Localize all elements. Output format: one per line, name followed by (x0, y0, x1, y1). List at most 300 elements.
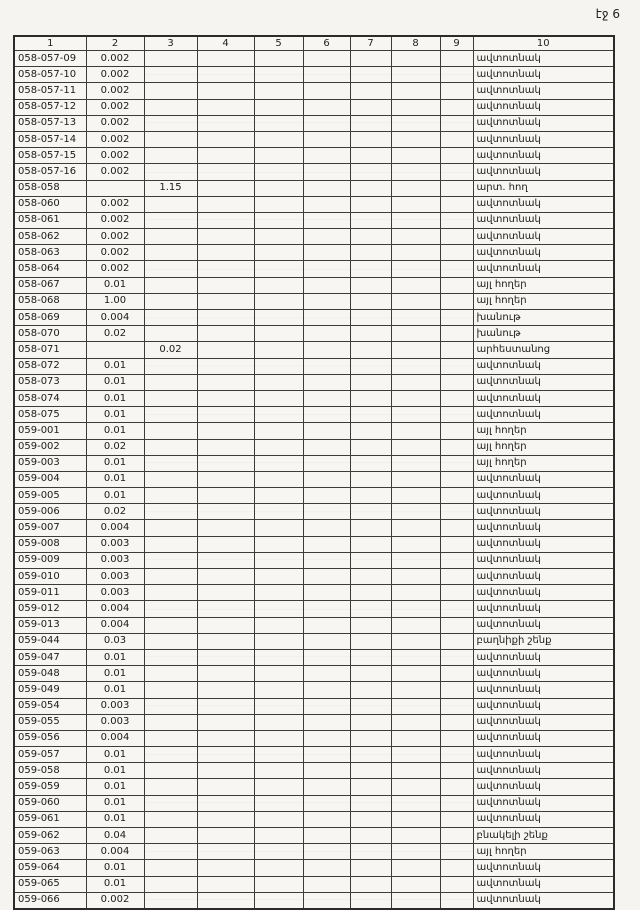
value-cell (144, 795, 197, 811)
parcel-code-cell: 058-057-11 (14, 83, 86, 99)
value-cell (303, 471, 350, 487)
value-cell (440, 261, 473, 277)
value-cell (303, 892, 350, 909)
page-number-label: էջ 6 (595, 7, 620, 21)
value-cell (254, 164, 303, 180)
value-cell (197, 617, 254, 633)
value-cell (350, 67, 391, 83)
land-use-cell: ավտոտնակ (473, 795, 614, 811)
parcel-code-cell: 059-066 (14, 892, 86, 909)
value-cell (197, 844, 254, 860)
value-cell (197, 698, 254, 714)
value-cell (144, 844, 197, 860)
value-cell (391, 180, 440, 196)
column-header: 7 (350, 36, 391, 51)
parcel-code-cell: 059-060 (14, 795, 86, 811)
value-cell (440, 374, 473, 390)
value-cell (303, 326, 350, 342)
value-cell (254, 83, 303, 99)
table-row (14, 585, 614, 601)
value-cell (350, 504, 391, 520)
value-cell (440, 180, 473, 196)
value-cell (144, 293, 197, 309)
value-cell (303, 552, 350, 568)
table-row (14, 844, 614, 860)
value-cell (254, 811, 303, 827)
value-cell (303, 876, 350, 892)
value-cell (391, 326, 440, 342)
land-use-cell: ավտոտնակ (473, 115, 614, 131)
land-use-cell: ավտոտնակ (473, 730, 614, 746)
value-cell (197, 439, 254, 455)
value-cell: 0.01 (86, 407, 144, 423)
value-cell (254, 682, 303, 698)
land-use-cell: ավտոտնակ (473, 601, 614, 617)
parcel-code-cell: 058-057-15 (14, 148, 86, 164)
parcel-code-cell: 058-062 (14, 229, 86, 245)
land-use-cell: ավտոտնակ (473, 471, 614, 487)
table-row (14, 649, 614, 665)
column-header: 8 (391, 36, 440, 51)
table-body (14, 51, 614, 909)
value-cell (254, 374, 303, 390)
value-cell (254, 277, 303, 293)
value-cell (350, 293, 391, 309)
value-cell (303, 844, 350, 860)
parcel-code-cell: 059-062 (14, 828, 86, 844)
table-row (14, 892, 614, 909)
value-cell (440, 390, 473, 406)
land-use-cell: ավտոտնակ (473, 358, 614, 374)
value-cell (440, 358, 473, 374)
value-cell (440, 617, 473, 633)
value-cell (254, 229, 303, 245)
table-row (14, 390, 614, 406)
value-cell (440, 666, 473, 682)
value-cell (303, 649, 350, 665)
table-header-row (14, 36, 614, 51)
value-cell (144, 860, 197, 876)
value-cell (440, 504, 473, 520)
value-cell (303, 51, 350, 67)
land-use-cell: ավտոտնակ (473, 617, 614, 633)
value-cell (440, 828, 473, 844)
value-cell (303, 439, 350, 455)
column-header: 4 (197, 36, 254, 51)
value-cell (144, 455, 197, 471)
parcel-code-cell: 059-003 (14, 455, 86, 471)
value-cell (144, 212, 197, 228)
value-cell (254, 293, 303, 309)
value-cell: 0.002 (86, 261, 144, 277)
table-row (14, 488, 614, 504)
value-cell: 0.004 (86, 310, 144, 326)
land-use-cell: ավտոտնակ (473, 51, 614, 67)
value-cell (391, 714, 440, 730)
value-cell (440, 342, 473, 358)
value-cell (197, 601, 254, 617)
value-cell (144, 261, 197, 277)
value-cell (440, 698, 473, 714)
value-cell (440, 569, 473, 585)
value-cell: 0.003 (86, 714, 144, 730)
value-cell (254, 423, 303, 439)
parcel-code-cell: 059-064 (14, 860, 86, 876)
value-cell (391, 682, 440, 698)
parcel-code-cell: 059-013 (14, 617, 86, 633)
value-cell: 0.002 (86, 148, 144, 164)
value-cell (197, 892, 254, 909)
value-cell (391, 811, 440, 827)
value-cell: 0.003 (86, 569, 144, 585)
table-row (14, 358, 614, 374)
value-cell (144, 83, 197, 99)
table-row (14, 326, 614, 342)
value-cell (303, 342, 350, 358)
value-cell (197, 293, 254, 309)
value-cell (440, 67, 473, 83)
parcel-code-cell: 058-071 (14, 342, 86, 358)
land-use-cell: ավտոտնակ (473, 876, 614, 892)
table-row (14, 520, 614, 536)
table-row (14, 99, 614, 115)
value-cell (144, 439, 197, 455)
land-use-cell: ավտոտնակ (473, 892, 614, 909)
value-cell (350, 83, 391, 99)
value-cell: 0.003 (86, 536, 144, 552)
value-cell (254, 844, 303, 860)
value-cell (391, 212, 440, 228)
value-cell (254, 617, 303, 633)
value-cell: 0.01 (86, 471, 144, 487)
value-cell (303, 811, 350, 827)
parcel-code-cell: 059-055 (14, 714, 86, 730)
value-cell (197, 196, 254, 212)
value-cell (197, 277, 254, 293)
land-use-cell: ավտոտնակ (473, 196, 614, 212)
value-cell (254, 390, 303, 406)
parcel-code-cell: 058-057-13 (14, 115, 86, 131)
value-cell (391, 649, 440, 665)
value-cell (440, 245, 473, 261)
value-cell: 0.004 (86, 601, 144, 617)
value-cell: 0.01 (86, 455, 144, 471)
value-cell (254, 601, 303, 617)
value-cell: 0.002 (86, 196, 144, 212)
table-row (14, 828, 614, 844)
table-row (14, 666, 614, 682)
value-cell (391, 520, 440, 536)
value-cell: 0.004 (86, 844, 144, 860)
value-cell (144, 245, 197, 261)
parcel-code-cell: 059-006 (14, 504, 86, 520)
value-cell (303, 795, 350, 811)
land-use-cell: ավտոտնակ (473, 585, 614, 601)
value-cell (144, 892, 197, 909)
value-cell (197, 552, 254, 568)
parcel-code-cell: 059-061 (14, 811, 86, 827)
table-row (14, 51, 614, 67)
parcel-code-cell: 059-057 (14, 747, 86, 763)
parcel-code-cell: 059-009 (14, 552, 86, 568)
value-cell (197, 569, 254, 585)
value-cell (350, 601, 391, 617)
value-cell (440, 795, 473, 811)
value-cell (391, 876, 440, 892)
table-row (14, 714, 614, 730)
value-cell (197, 860, 254, 876)
value-cell (350, 115, 391, 131)
value-cell (350, 423, 391, 439)
value-cell (440, 649, 473, 665)
value-cell (350, 374, 391, 390)
value-cell (303, 131, 350, 147)
parcel-code-cell: 059-008 (14, 536, 86, 552)
value-cell (440, 471, 473, 487)
value-cell (197, 407, 254, 423)
value-cell (144, 747, 197, 763)
parcel-code-cell: 058-057-16 (14, 164, 86, 180)
value-cell (350, 245, 391, 261)
value-cell (254, 795, 303, 811)
land-use-cell: ավտոտնակ (473, 811, 614, 827)
value-cell (391, 504, 440, 520)
value-cell (254, 310, 303, 326)
value-cell (350, 763, 391, 779)
table-row (14, 148, 614, 164)
value-cell (144, 828, 197, 844)
value-cell (303, 212, 350, 228)
value-cell (440, 552, 473, 568)
value-cell: 0.01 (86, 277, 144, 293)
value-cell (350, 342, 391, 358)
value-cell (144, 51, 197, 67)
value-cell: 0.01 (86, 649, 144, 665)
value-cell (254, 860, 303, 876)
value-cell (303, 682, 350, 698)
land-use-cell: ավտոտնակ (473, 83, 614, 99)
value-cell: 0.002 (86, 229, 144, 245)
value-cell (391, 779, 440, 795)
value-cell (303, 423, 350, 439)
value-cell (144, 698, 197, 714)
value-cell (440, 763, 473, 779)
value-cell (440, 633, 473, 649)
value-cell (350, 828, 391, 844)
parcel-code-cell: 058-074 (14, 390, 86, 406)
value-cell (391, 552, 440, 568)
land-use-cell: այլ հողեր (473, 455, 614, 471)
table-row (14, 795, 614, 811)
table-row (14, 601, 614, 617)
value-cell (391, 617, 440, 633)
value-cell (303, 601, 350, 617)
table-row (14, 164, 614, 180)
value-cell (254, 115, 303, 131)
value-cell (144, 569, 197, 585)
value-cell (391, 407, 440, 423)
table-row (14, 407, 614, 423)
value-cell (144, 277, 197, 293)
value-cell (144, 115, 197, 131)
land-use-cell: ավտոտնակ (473, 488, 614, 504)
value-cell (197, 520, 254, 536)
land-use-cell: ավտոտնակ (473, 407, 614, 423)
value-cell (391, 536, 440, 552)
value-cell: 0.01 (86, 860, 144, 876)
value-cell: 0.002 (86, 67, 144, 83)
column-header: 1 (14, 36, 86, 51)
value-cell (303, 536, 350, 552)
value-cell (350, 552, 391, 568)
land-use-cell: ավտոտնակ (473, 390, 614, 406)
value-cell (144, 67, 197, 83)
value-cell (197, 212, 254, 228)
value-cell (350, 730, 391, 746)
value-cell (350, 212, 391, 228)
table-row (14, 455, 614, 471)
parcel-code-cell: 058-057-14 (14, 131, 86, 147)
value-cell (350, 277, 391, 293)
value-cell (440, 293, 473, 309)
value-cell (144, 536, 197, 552)
land-use-cell: ավտոտնակ (473, 763, 614, 779)
value-cell: 0.002 (86, 99, 144, 115)
land-use-cell: բնակելի շենք (473, 828, 614, 844)
value-cell (197, 310, 254, 326)
land-use-cell: ավտոտնակ (473, 148, 614, 164)
land-use-cell: ավտոտնակ (473, 714, 614, 730)
value-cell (391, 730, 440, 746)
value-cell (254, 407, 303, 423)
parcel-code-cell: 059-049 (14, 682, 86, 698)
value-cell (350, 455, 391, 471)
table-row (14, 310, 614, 326)
value-cell (303, 83, 350, 99)
table-row (14, 569, 614, 585)
table-row (14, 196, 614, 212)
value-cell (254, 876, 303, 892)
value-cell (197, 649, 254, 665)
value-cell (350, 99, 391, 115)
value-cell (303, 293, 350, 309)
land-use-cell: խանութ (473, 310, 614, 326)
value-cell (197, 536, 254, 552)
value-cell (350, 682, 391, 698)
value-cell: 0.02 (86, 439, 144, 455)
parcel-code-cell: 059-005 (14, 488, 86, 504)
value-cell (391, 828, 440, 844)
value-cell (391, 763, 440, 779)
value-cell (254, 828, 303, 844)
value-cell: 0.01 (86, 795, 144, 811)
table-row (14, 730, 614, 746)
value-cell (303, 245, 350, 261)
value-cell (197, 374, 254, 390)
value-cell (144, 876, 197, 892)
value-cell: 0.004 (86, 520, 144, 536)
table-row (14, 131, 614, 147)
value-cell (254, 504, 303, 520)
table-row (14, 245, 614, 261)
value-cell (197, 51, 254, 67)
value-cell (391, 747, 440, 763)
value-cell (144, 682, 197, 698)
value-cell: 1.00 (86, 293, 144, 309)
table-row (14, 552, 614, 568)
value-cell: 0.01 (86, 358, 144, 374)
table-row (14, 747, 614, 763)
value-cell (440, 326, 473, 342)
value-cell (197, 358, 254, 374)
value-cell (197, 471, 254, 487)
value-cell: 0.002 (86, 245, 144, 261)
value-cell (197, 455, 254, 471)
value-cell (303, 261, 350, 277)
value-cell (144, 423, 197, 439)
value-cell (303, 860, 350, 876)
value-cell (144, 99, 197, 115)
value-cell (254, 180, 303, 196)
value-cell (391, 860, 440, 876)
value-cell (391, 115, 440, 131)
value-cell (350, 471, 391, 487)
value-cell (303, 633, 350, 649)
value-cell (254, 455, 303, 471)
value-cell (197, 811, 254, 827)
value-cell (391, 196, 440, 212)
parcel-code-cell: 059-048 (14, 666, 86, 682)
value-cell: 0.002 (86, 212, 144, 228)
parcel-code-cell: 058-068 (14, 293, 86, 309)
table-row (14, 536, 614, 552)
land-use-cell: այլ հողեր (473, 439, 614, 455)
value-cell (440, 131, 473, 147)
value-cell (254, 520, 303, 536)
value-cell (144, 779, 197, 795)
value-cell (303, 585, 350, 601)
parcel-code-cell: 058-061 (14, 212, 86, 228)
land-use-cell: ավտոտնակ (473, 245, 614, 261)
value-cell (144, 504, 197, 520)
value-cell (303, 390, 350, 406)
value-cell (197, 633, 254, 649)
parcel-code-cell: 058-057-10 (14, 67, 86, 83)
column-header: 2 (86, 36, 144, 51)
parcel-code-cell: 059-063 (14, 844, 86, 860)
parcel-code-cell: 058-067 (14, 277, 86, 293)
value-cell (197, 682, 254, 698)
parcel-code-cell: 058-073 (14, 374, 86, 390)
value-cell (86, 180, 144, 196)
value-cell (144, 229, 197, 245)
land-use-cell: ավտոտնակ (473, 698, 614, 714)
table-row (14, 439, 614, 455)
value-cell (440, 811, 473, 827)
land-use-cell: ավտոտնակ (473, 747, 614, 763)
value-cell (144, 617, 197, 633)
value-cell (144, 471, 197, 487)
value-cell (391, 698, 440, 714)
value-cell (391, 293, 440, 309)
table-row (14, 633, 614, 649)
value-cell (391, 245, 440, 261)
parcel-code-cell: 058-069 (14, 310, 86, 326)
value-cell (391, 390, 440, 406)
value-cell (197, 83, 254, 99)
value-cell (350, 536, 391, 552)
value-cell (254, 569, 303, 585)
